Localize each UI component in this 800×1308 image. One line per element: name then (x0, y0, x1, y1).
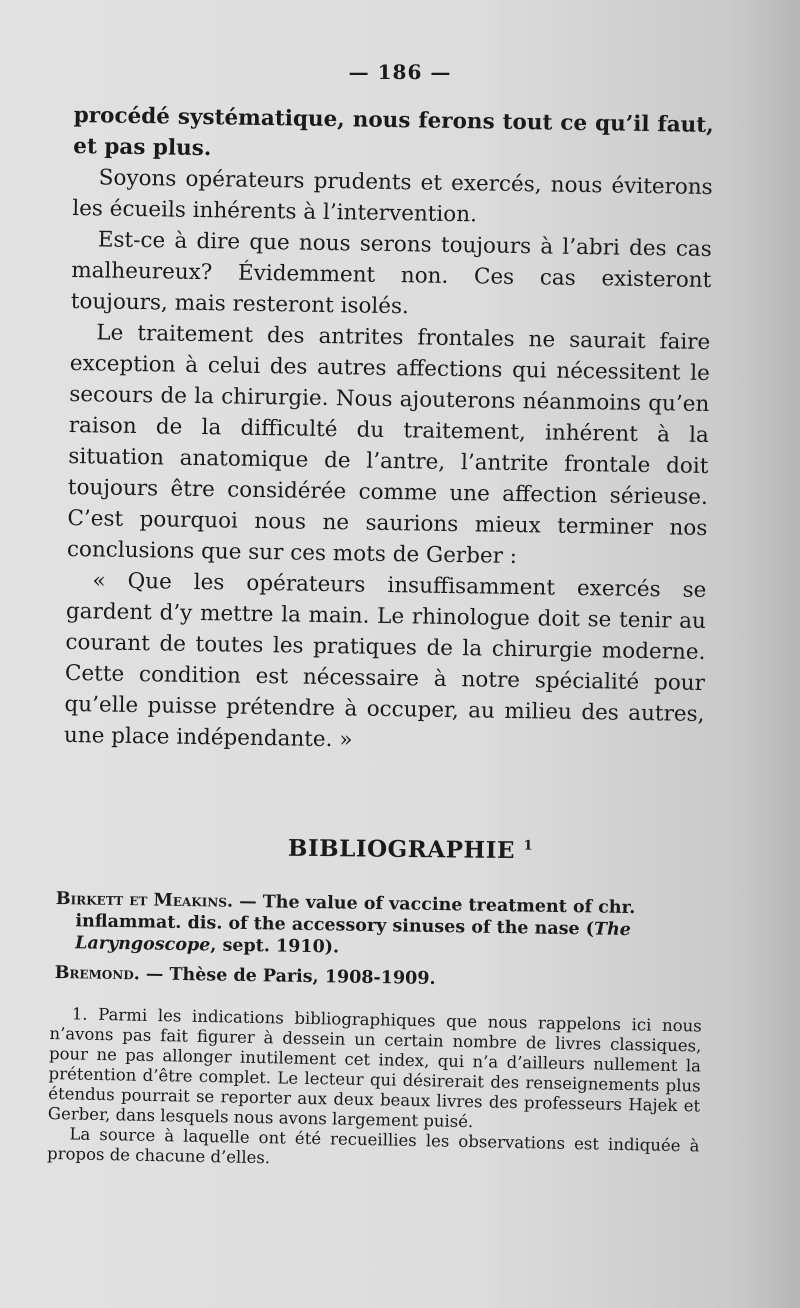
entry-journal: The Laryngoscope (74, 919, 632, 956)
body-text (64, 100, 714, 761)
paragraph: Est-ce à dire que nous serons toujours à l’abri des cas malheureux? Évidemment non. Ces cas existeront toujours, mais resteront isolés. (70, 227, 712, 320)
entry-title: Thèse de Paris, 1908-1909. (163, 964, 436, 989)
bibliography-heading (288, 835, 533, 865)
entry-author: Birkett et Meakins. — (55, 888, 257, 913)
footnote-marker: 1 (523, 838, 534, 854)
entry-title: The value of vaccine treatment of chr. inflammat. dis. of the accessory sinuses of the nase ( (75, 892, 636, 940)
paragraph: Soyons opérateurs prudents et exercés, nous éviterons les écueils inhérents à l’intervention. (72, 165, 713, 228)
page-number: — 186 — (348, 60, 452, 84)
paragraph: Le traitement des antrites frontales ne saurait faire exception à celui des autres affections qui nécessitent le secours de la chirurgie. Nous ajouterons néanmoins qu’en raison de la difficulté du traitement, inhérent à la situation anatomique de l’antre, l’antrite frontale doit toujours être considérée comme une affection sérieuse. C’est pourquoi nous ne saurions mieux terminer nos conclusions que sur ces mots de Gerber : (66, 320, 711, 570)
paragraph-continuation: procédé systématique, nous ferons tout ce qu’il faut, et pas plus. (73, 102, 714, 162)
entry-author: Bremond. — (54, 962, 164, 985)
quotation-paragraph: « Que les opérateurs insuffisamment exercés se gardent d’y mettre la main. Le rhinologue doit se tenir au courant de toutes les pratiques de la chirurgie moderne. Cette condition est nécessaire à notre spécialité pour qu’elle puisse prétendre à occuper, au milieu des autres, une place indépendante. » (63, 568, 707, 753)
footnote-paragraph: 1. Parmi les indications bibliographiques que nous rappelons ici nous n’avons pas fait figurer à dessein un certain nombre de livres classiques, pour ne pas allonger inutilement cet index, qui n’a d’ailleurs nullement la prétention d’être complet. Le lecteur qui désirerait des renseignements plus étendus pourrait se reporter aux deux beaux livres des professeurs Hajek et Gerber, dans lesquels nous avons largement puisé. (47, 1004, 702, 1132)
footnote-paragraph: La source à laquelle ont été recueillies les observations est indiquée à propos de chacune d’elles. (46, 1124, 700, 1168)
bibliography-entry (54, 962, 706, 994)
bibliography-entry (55, 888, 708, 964)
bibliography-list (54, 888, 708, 1002)
bibliography-heading-text: BIBLIOGRAPHIE (287, 834, 516, 865)
footnote (47, 1004, 702, 1176)
entry-date: , sept. 1910). (210, 935, 340, 958)
